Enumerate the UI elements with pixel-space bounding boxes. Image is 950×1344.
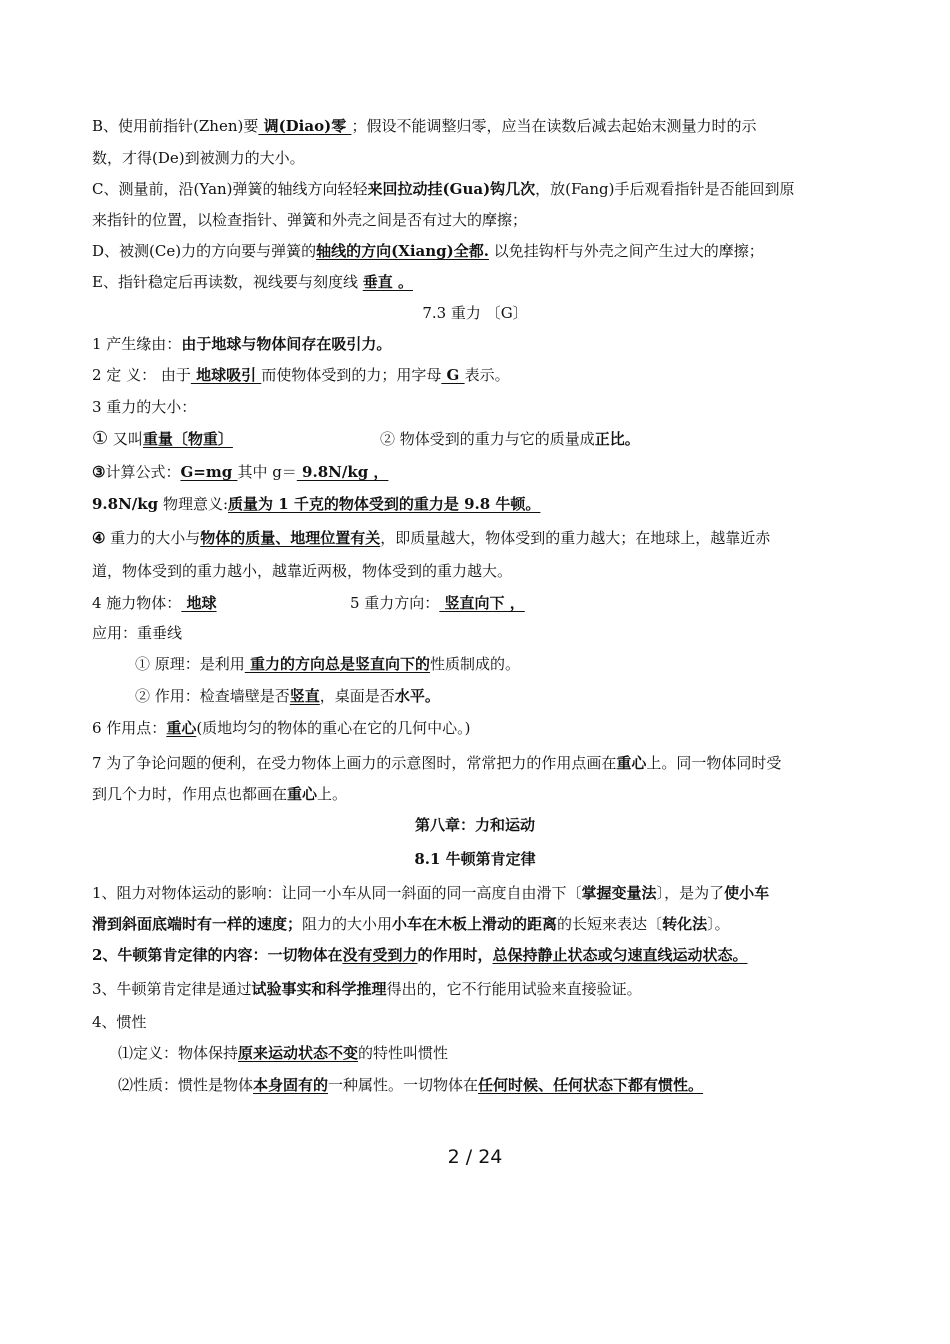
text-line-g14: 7 为了争论问题的便利，在受力物体上画力的示意图时，常常把力的作用点画在重心上。同一物体同时受 <box>92 754 782 772</box>
text-line-n1: 1、阻力对物体运动的影响：让同一小车从同一斜面的同一高度自由滑下〔掌握变量法〕，是为了使小车 <box>92 884 770 902</box>
text-line-g3: 3 重力的大小： <box>92 398 197 416</box>
text-line-d1: D、被测(Ce)力的方向要与弹簧的轴线的方向(Xiang)全都. 以免挂钩杆与外壳之间产生过大的摩擦； <box>92 242 764 260</box>
text-line-c2: 来指针的位置，以检查指针、弹簧和外壳之间是否有过大的摩擦； <box>92 211 528 229</box>
text-line-g8: 道，物体受到的重力越小，越靠近两极，物体受到的重力越大。 <box>92 562 513 580</box>
text-line-n7: ⑵性质：惯性是物体本身固有的一种属性。一切物体在任何时候、任何状态下都有惯性。 <box>118 1076 704 1094</box>
text-line-g1: 1 产生缘由：由于地球与物体间存在吸引力。 <box>92 335 392 353</box>
text-line-g11: ① 原理：是利用 重力的方向总是竖直向下的性质制成的。 <box>135 655 521 673</box>
text-line-c1: C、测量前，沿(Yan)弹簧的轴线方向轻轻来回拉动挂(Gua)钩几次，放(Fang)手后观看指针是否能回到原 <box>92 180 795 198</box>
section-heading-8-1: 8.1 牛顿第肯定律 <box>414 850 536 868</box>
text-line-b2: 数，才得(De)到被测力的大小。 <box>92 149 305 167</box>
text-line-g6: 9.8N/kg 物理意义:质量为 1 千克的物体受到的重力是 9.8 牛顿。 <box>92 495 541 513</box>
text-line-e1: E、指针稳定后再读数，视线要与刻度线 垂直 。 <box>92 273 413 291</box>
text-line-g9: 4 施力物体： 地球 5 重力方向： 竖直向下 ， <box>92 594 525 612</box>
text-line-g7: ④ 重力的大小与物体的质量、地理位置有关，即质量越大，物体受到的重力越大；在地球上，越靠近赤 <box>92 529 771 547</box>
text-line-g4: ① 又叫重量〔物重〕 ② 物体受到的重力与它的质量成正比。 <box>92 428 640 449</box>
chapter-heading-8: 第八章：力和运动 <box>414 816 535 834</box>
text-line-g10: 应用：重垂线 <box>92 624 183 642</box>
text-line-n6: ⑴定义：物体保持原来运动状态不变的特性叫惯性 <box>118 1044 449 1062</box>
text-line-g15: 到几个力时，作用点也都画在重心上。 <box>92 785 348 803</box>
text-line-g2: 2 定 义： 由于 地球吸引 而使物体受到的力；用字母 G 表示。 <box>92 366 510 384</box>
text-line-n4: 3、牛顿第肯定律是通过试验事实和科学推理得出的，它不行能用试验来直接验证。 <box>92 980 642 998</box>
page-number: 2 / 24 <box>447 1146 503 1168</box>
text-line-n3: 2、牛顿第肯定律的内容：一切物体在没有受到力的作用时，总保持静止状态或匀速直线运动状态。 <box>92 946 748 964</box>
text-line-n5: 4、惯性 <box>92 1013 147 1031</box>
text-line-n2: 滑到斜面底端时有一样的速度；阻力的大小用小车在木板上滑动的距离的长短来表达〔转化法〕。 <box>92 915 730 933</box>
text-line-b1: B、使用前指针(Zhen)要 调(Diao)零 ；假设不能调整归零，应当在读数后减去起始末测量力时的示 <box>92 117 757 135</box>
text-line-g12: ② 作用：检查墙壁是否竖直，桌面是否水平。 <box>135 687 440 705</box>
text-line-g13: 6 作用点：重心(质地均匀的物体的重心在它的几何中心。) <box>92 719 471 737</box>
text-line-g5: ③计算公式：G=mg 其中 g＝ 9.8N/kg ， <box>92 463 389 481</box>
section-heading-7-3: 7.3 重力 〔G〕 <box>422 304 528 322</box>
